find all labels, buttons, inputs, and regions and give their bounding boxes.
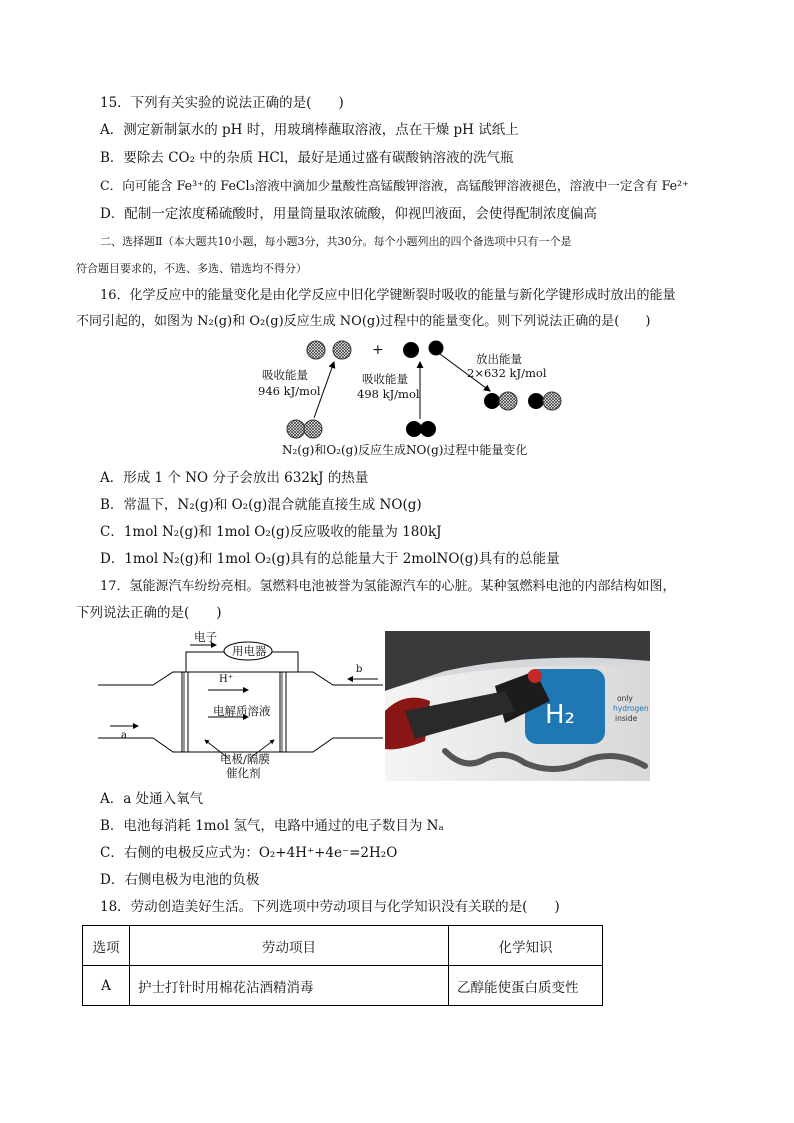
table-header-row xyxy=(83,926,603,966)
only-text: only xyxy=(617,694,633,703)
hplus-label: H⁺ xyxy=(219,674,233,685)
n2-molecule-atom xyxy=(304,420,322,438)
n-atom xyxy=(307,341,325,359)
o-atom xyxy=(429,341,444,356)
q17-option-b: B．电池每消耗 1mol 氢气，电路中通过的电子数目为 Nₐ xyxy=(100,818,444,834)
row-chem-knowledge: 乙醇能使蛋白质变性 xyxy=(449,966,603,1006)
section2-heading-line1: 二、选择题Ⅱ（本大题共10小题，每小题3分，共30分。每个小题列出的四个备选项中只有一个是 xyxy=(100,235,572,248)
table-row xyxy=(83,966,603,1006)
header-chem-knowledge: 化学知识 xyxy=(449,926,603,966)
header-labor-item: 劳动项目 xyxy=(130,926,449,966)
release-label: 放出能量 xyxy=(476,352,522,366)
q17-option-a: A．a 处通入氧气 xyxy=(100,791,204,807)
q15-option-c: C．向可能含 Fe³⁺的 FeCl₃溶液中滴加少量酸性高锰酸钾溶液，高锰酸钾溶液褪色，溶液中一定含有 Fe²⁺ xyxy=(100,178,689,193)
q18-stem: 18．劳动创造美好生活。下列选项中劳动项目与化学知识没有关联的是( ) xyxy=(100,899,560,915)
row-option: A xyxy=(83,966,130,1006)
header-option: 选项 xyxy=(83,926,130,966)
q15-stem: 15．下列有关实验的说法正确的是( ) xyxy=(100,95,344,111)
q16-stem-line2: 不同引起的，如图为 N₂(g)和 O₂(g)反应生成 NO(g)过程中的能量变化。则下列说法正确的是( ) xyxy=(76,314,651,329)
n2-molecule-atom xyxy=(287,420,305,438)
q17-option-d: D．右侧电极为电池的负极 xyxy=(100,872,260,888)
n-atom xyxy=(333,341,351,359)
q15-option-a: A．测定新制氯水的 pH 时，用玻璃棒蘸取溶液，点在干燥 pH 试纸上 xyxy=(100,122,519,138)
o2-molecule-atom xyxy=(406,421,422,437)
absorb-o2-label: 吸收能量 xyxy=(362,372,408,386)
electron-label: 电子 xyxy=(194,630,217,644)
electrolyte-label: 电解质溶液 xyxy=(213,704,271,718)
left-electrode xyxy=(182,672,188,752)
electrode-label: 电极/隔膜 xyxy=(220,752,270,766)
right-electrode xyxy=(280,672,286,752)
no-molecule-o xyxy=(484,393,500,409)
inlet-a-label: a xyxy=(121,730,127,741)
q16-option-b: B．常温下，N₂(g)和 O₂(g)混合就能直接生成 NO(g) xyxy=(100,497,422,513)
absorb-n2-label: 吸收能量 xyxy=(262,368,308,382)
release-value: 2×632 kJ/mol xyxy=(467,366,547,380)
section2-heading-line2: 符合题目要求的，不选、多选、错选均不得分） xyxy=(76,262,307,275)
q17-option-c: C．右侧的电极反应式为：O₂+4H⁺+4e⁻=2H₂O xyxy=(100,845,398,861)
no-molecule-n xyxy=(543,392,561,410)
o-atom xyxy=(403,342,419,358)
hydrogen-text: hydrogen xyxy=(613,704,649,713)
q16-option-d: D．1mol N₂(g)和 1mol O₂(g)具有的总能量大于 2molNO(g)具有的总能量 xyxy=(100,551,560,567)
row-labor-item: 护士打针时用棉花沾酒精消毒 xyxy=(130,966,449,1006)
absorb-o2-value: 498 kJ/mol xyxy=(357,387,420,401)
hydrogen-refuel-photo xyxy=(385,631,650,781)
q17-stem-line1: 17．氢能源汽车纷纷亮相。氢燃料电池被誉为氢能源汽车的心脏。某种氢燃料电池的内部结构如图， xyxy=(100,579,676,594)
o2-molecule-atom xyxy=(420,421,436,437)
q15-option-d: D．配制一定浓度稀硫酸时，用量筒量取浓硫酸，仰视凹液面，会使得配制浓度偏高 xyxy=(100,206,597,222)
inside-text: inside xyxy=(615,714,638,723)
q16-option-c: C．1mol N₂(g)和 1mol O₂(g)反应吸收的能量为 180kJ xyxy=(100,524,442,540)
plus-sign: + xyxy=(372,342,384,358)
q18-table xyxy=(82,925,603,1006)
figure-caption: N₂(g)和O₂(g)反应生成NO(g)过程中能量变化 xyxy=(282,443,528,457)
catalyst-label: 催化剂 xyxy=(226,766,261,780)
q16-option-a: A．形成 1 个 NO 分子会放出 632kJ 的热量 xyxy=(100,470,369,486)
no-molecule-o xyxy=(528,393,544,409)
q16-stem-line1: 16．化学反应中的能量变化是由化学反应中旧化学键断裂时吸收的能量与新化学键形成时放出的能量 xyxy=(100,288,676,303)
q17-stem-line2: 下列说法正确的是( ) xyxy=(76,605,222,621)
no-molecule-n xyxy=(499,392,517,410)
absorb-n2-value: 946 kJ/mol xyxy=(258,384,321,398)
inlet-b-label: b xyxy=(356,664,363,675)
q15-option-b: B．要除去 CO₂ 中的杂质 HCl，最好是通过盛有碳酸钠溶液的洗气瓶 xyxy=(100,150,514,166)
h2-text: H₂ xyxy=(545,700,575,730)
appliance-label: 用电器 xyxy=(232,644,267,658)
